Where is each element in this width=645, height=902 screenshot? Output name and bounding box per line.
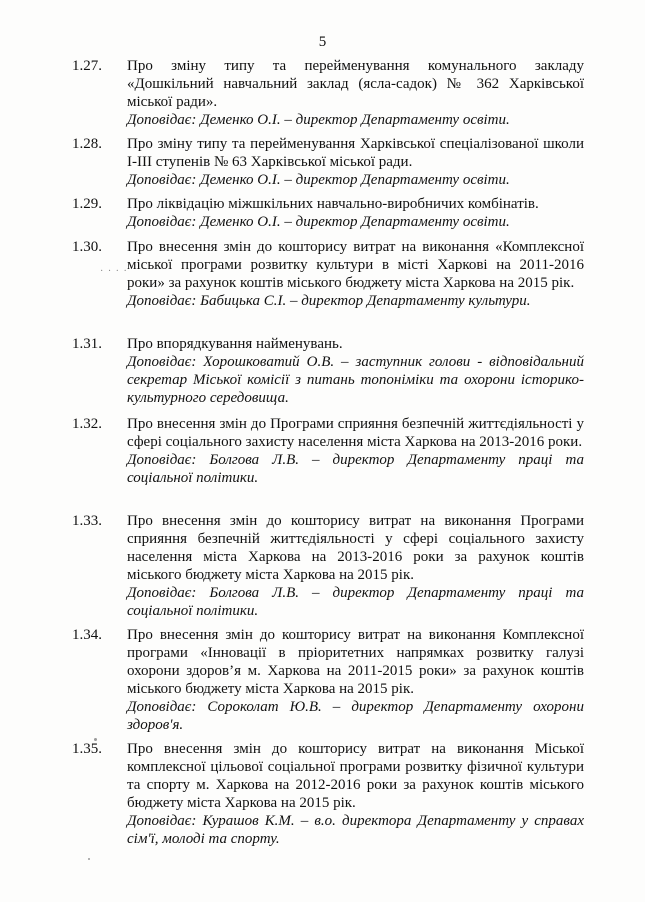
agenda-item-number: 1.32. xyxy=(72,416,102,432)
agenda-item-speaker: Доповідає: Деменко О.І. – директор Департаменту освіти. xyxy=(127,112,510,128)
agenda-item-speaker: Доповідає: Хорошковатий О.В. – заступник голови - відповідальний секретар Міської комісії з питань топоніміки та охорони історико-культурного середовища. xyxy=(127,354,584,406)
agenda-item-speaker: Доповідає: Болгова Л.В. – директор Департаменту праці та соціальної політики. xyxy=(127,452,584,486)
agenda-item-number: 1.30. xyxy=(72,239,102,255)
agenda-item-title: Про внесення змін до кошторису витрат на виконання «Комплексної міської програми розвитку культури в місті Харкові на 2011-2016 роки» за рахунок коштів міського бюджету міста Харкова на 2015 рік. xyxy=(127,239,584,291)
agenda-item-title: Про зміну типу та перейменування Харківської спеціалізованої школи І-ІІІ ступенів № 63 Харківської міської ради. xyxy=(127,136,584,170)
agenda-item-body xyxy=(127,195,584,231)
agenda-item-title: Про впорядкування найменувань. xyxy=(127,336,343,352)
agenda-item-title: Про внесення змін до кошторису витрат на виконання Програми сприяння безпечній життєдіяльності у сфері соціального захисту населення міста Харкова на 2013-2016 роки за рахунок коштів міського бюджету міста Харкова на 2015 рік. xyxy=(127,513,584,583)
agenda-item-title: Про ліквідацію міжшкільних навчально-виробничих комбінатів. xyxy=(127,196,539,212)
agenda-item-speaker: Доповідає: Курашов К.М. – в.о. директора Департаменту у справах сім'ї, молоді та спорту. xyxy=(127,813,584,847)
agenda-item-title: Про внесення змін до кошторису витрат на виконання Міської комплексної цільової соціальної програми розвитку фізичної культури та спорту м. Харкова на 2012-2016 роки за рахунок коштів міського бюджету міста Харкова на 2015 рік. xyxy=(127,741,584,811)
agenda-item-number: 1.34. xyxy=(72,627,102,643)
agenda-item-body xyxy=(127,740,584,848)
agenda-item-number: 1.27. xyxy=(72,58,102,74)
agenda-item-speaker: Доповідає: Болгова Л.В. – директор Департаменту праці та соціальної політики. xyxy=(127,585,584,619)
page-number: 5 xyxy=(318,34,327,50)
agenda-item-speaker: Доповідає: Деменко О.І. – директор Департаменту освіти. xyxy=(127,214,510,230)
agenda-item-title: Про внесення змін до кошторису витрат на виконання Комплексної програми «Інновації в пріоритетних напрямках розвитку галузі охорони здоров’я м. Харкова на 2011-2015 роки» за рахунок коштів міського бюджету міста Харкова на 2015 рік. xyxy=(127,627,584,697)
agenda-item-speaker: Доповідає: Деменко О.І. – директор Департаменту освіти. xyxy=(127,172,510,188)
scan-artifact-dots: · · · · xyxy=(100,266,128,277)
agenda-item-number: 1.29. xyxy=(72,196,102,212)
agenda-item-title: Про зміну типу та перейменування комунального закладу «Дошкільний навчальний заклад (ясла-садок) № 362 Харківської міської ради». xyxy=(127,58,584,110)
agenda-item-body xyxy=(127,415,584,487)
agenda-item-number: 1.33. xyxy=(72,513,102,529)
agenda-item-speaker: Доповідає: Сороколат Ю.В. – директор Департаменту охорони здоров'я. xyxy=(127,699,584,733)
scan-artifact-mark xyxy=(88,858,90,860)
agenda-item-title: Про внесення змін до Програми сприяння безпечній життєдіяльності у сфері соціального захисту населення міста Харкова на 2013-2016 роки. xyxy=(127,416,584,450)
agenda-item-body xyxy=(127,335,584,407)
agenda-item-number: 1.35. xyxy=(72,741,102,757)
agenda-item-body xyxy=(127,626,584,734)
agenda-item-body xyxy=(127,57,584,129)
agenda-item-number: 1.28. xyxy=(72,136,102,152)
agenda-item-number: 1.31. xyxy=(72,336,102,352)
agenda-item-body xyxy=(127,135,584,189)
agenda-item-body xyxy=(127,512,584,620)
agenda-item-body xyxy=(127,238,584,310)
agenda-item-speaker: Доповідає: Бабицька С.І. – директор Департаменту культури. xyxy=(127,293,531,309)
